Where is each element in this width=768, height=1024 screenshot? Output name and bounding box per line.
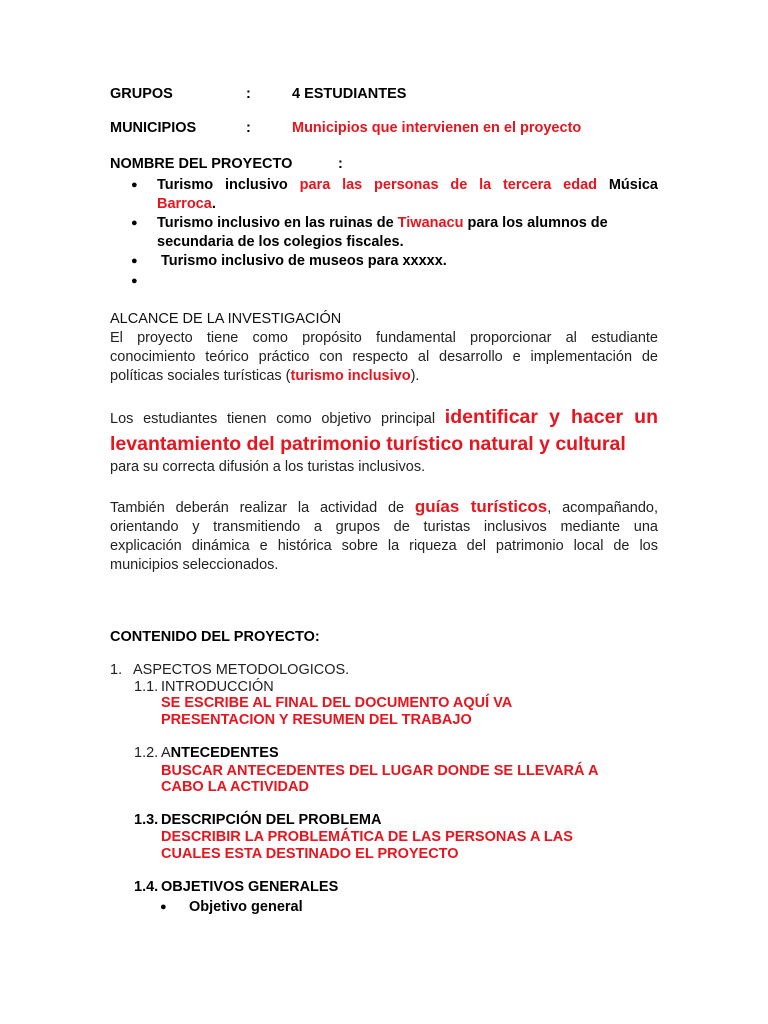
section-1-label: ASPECTOS METODOLOGICOS. — [133, 662, 350, 678]
guias-turisticos-highlight: guías turísticos — [414, 497, 548, 516]
section-1-number: 1. — [110, 662, 123, 678]
bullet-icon: ● — [131, 179, 138, 191]
municipios-label: MUNICIPIOS — [110, 120, 197, 136]
project-1-text-d: Barroca — [157, 196, 212, 212]
objetivo-general-item: Objetivo general — [189, 899, 303, 915]
project-item-1-line-1 — [157, 176, 658, 195]
section-1-2-rest: NTECEDENTES — [170, 745, 279, 761]
section-1-3-number: 1.3. — [134, 812, 159, 828]
grupos-separator: : — [246, 86, 251, 102]
section-1-2-label — [161, 744, 279, 762]
project-1-text-e: . — [211, 196, 216, 212]
section-1-1-number: 1.1. — [134, 679, 159, 695]
project-1-text-b: para las personas de la tercera edad — [299, 177, 598, 193]
project-item-2-line-1 — [157, 214, 608, 233]
section-1-1-note-line2: PRESENTACION Y RESUMEN DEL TRABAJO — [161, 712, 472, 728]
alcance-para3-line4: municipios seleccionados. — [110, 557, 279, 573]
alcance-para1-line3 — [110, 367, 658, 386]
turismo-inclusivo-highlight: turismo inclusivo — [290, 368, 411, 384]
section-1-3-note-line1: DESCRIBIR LA PROBLEMÁTICA DE LAS PERSONAS A LAS — [161, 829, 573, 845]
project-1-text-a: Turismo inclusivo — [157, 177, 288, 193]
alcance-para2-line3: para su correcta difusión a los turistas inclusivos. — [110, 459, 426, 475]
municipios-value: Municipios que intervienen en el proyecto — [292, 120, 582, 136]
project-2-text-c: para los alumnos de — [467, 215, 608, 231]
project-1-text-c: Música — [608, 177, 659, 193]
para1-text-c: ). — [410, 368, 420, 384]
project-2-text-a: Turismo inclusivo en las ruinas de — [157, 215, 394, 231]
alcance-para3-line3: explicación dinámica e histórica sobre la riqueza del patrimonio local de los — [110, 538, 658, 554]
section-1-3-label: DESCRIPCIÓN DEL PROBLEMA — [161, 812, 382, 828]
para1-text-a: políticas sociales turísticas ( — [110, 368, 291, 384]
bullet-icon: ● — [131, 255, 138, 267]
project-2-text-b: Tiwanacu — [397, 215, 464, 231]
alcance-para2-line2: levantamiento del patrimonio turístico natural y cultural — [110, 433, 626, 455]
alcance-para3-line2: orientando y transmitiendo a grupos de turistas inclusivos mediante una — [110, 519, 658, 535]
alcance-para1-line2: conocimiento teórico práctico con respecto al desarrollo e implementación de — [110, 349, 658, 365]
grupos-label: GRUPOS — [110, 86, 173, 102]
para3-text-c: , acompañando, — [547, 500, 659, 516]
section-1-2-note-line2: CABO LA ACTIVIDAD — [161, 779, 309, 795]
alcance-para3-line1 — [110, 495, 658, 520]
bullet-icon: ● — [160, 901, 167, 913]
section-1-1-note-line1: SE ESCRIBE AL FINAL DEL DOCUMENTO AQUÍ VA — [161, 695, 513, 711]
section-1-2-note-line1: BUSCAR ANTECEDENTES DEL LUGAR DONDE SE LLEVARÁ A — [161, 763, 599, 779]
alcance-title: ALCANCE DE LA INVESTIGACIÓN — [110, 311, 342, 327]
project-item-2-line-2: secundaria de los colegios fiscales. — [157, 234, 404, 250]
section-1-3-note-line2: CUALES ESTA DESTINADO EL PROYECTO — [161, 846, 459, 862]
project-item-3: Turismo inclusivo de museos para xxxxx. — [161, 253, 447, 269]
project-item-1-line-2 — [157, 195, 216, 214]
section-1-2-initial: A — [161, 745, 171, 761]
bullet-icon: ● — [131, 275, 138, 287]
contenido-title: CONTENIDO DEL PROYECTO: — [110, 629, 320, 645]
nombre-proyecto-label: NOMBRE DEL PROYECTO — [110, 156, 293, 172]
para3-text-a: También deberán realizar la actividad de — [110, 500, 405, 516]
section-1-4-label: OBJETIVOS GENERALES — [161, 879, 339, 895]
grupos-value: 4 ESTUDIANTES — [292, 86, 407, 102]
bullet-icon: ● — [131, 217, 138, 229]
section-1-1-label: INTRODUCCIÓN — [161, 679, 274, 695]
section-1-2-number: 1.2. — [134, 745, 159, 761]
municipios-separator: : — [246, 120, 251, 136]
alcance-para1-line1: El proyecto tiene como propósito fundamental proporcionar al estudiante — [110, 330, 658, 346]
alcance-para2-line1 — [110, 405, 658, 431]
section-1-4-number: 1.4. — [134, 879, 159, 895]
nombre-proyecto-separator: : — [338, 156, 343, 172]
para2-text-a: Los estudiantes tienen como objetivo principal — [110, 411, 436, 427]
para2-highlight-a: identificar y hacer un — [444, 406, 658, 428]
